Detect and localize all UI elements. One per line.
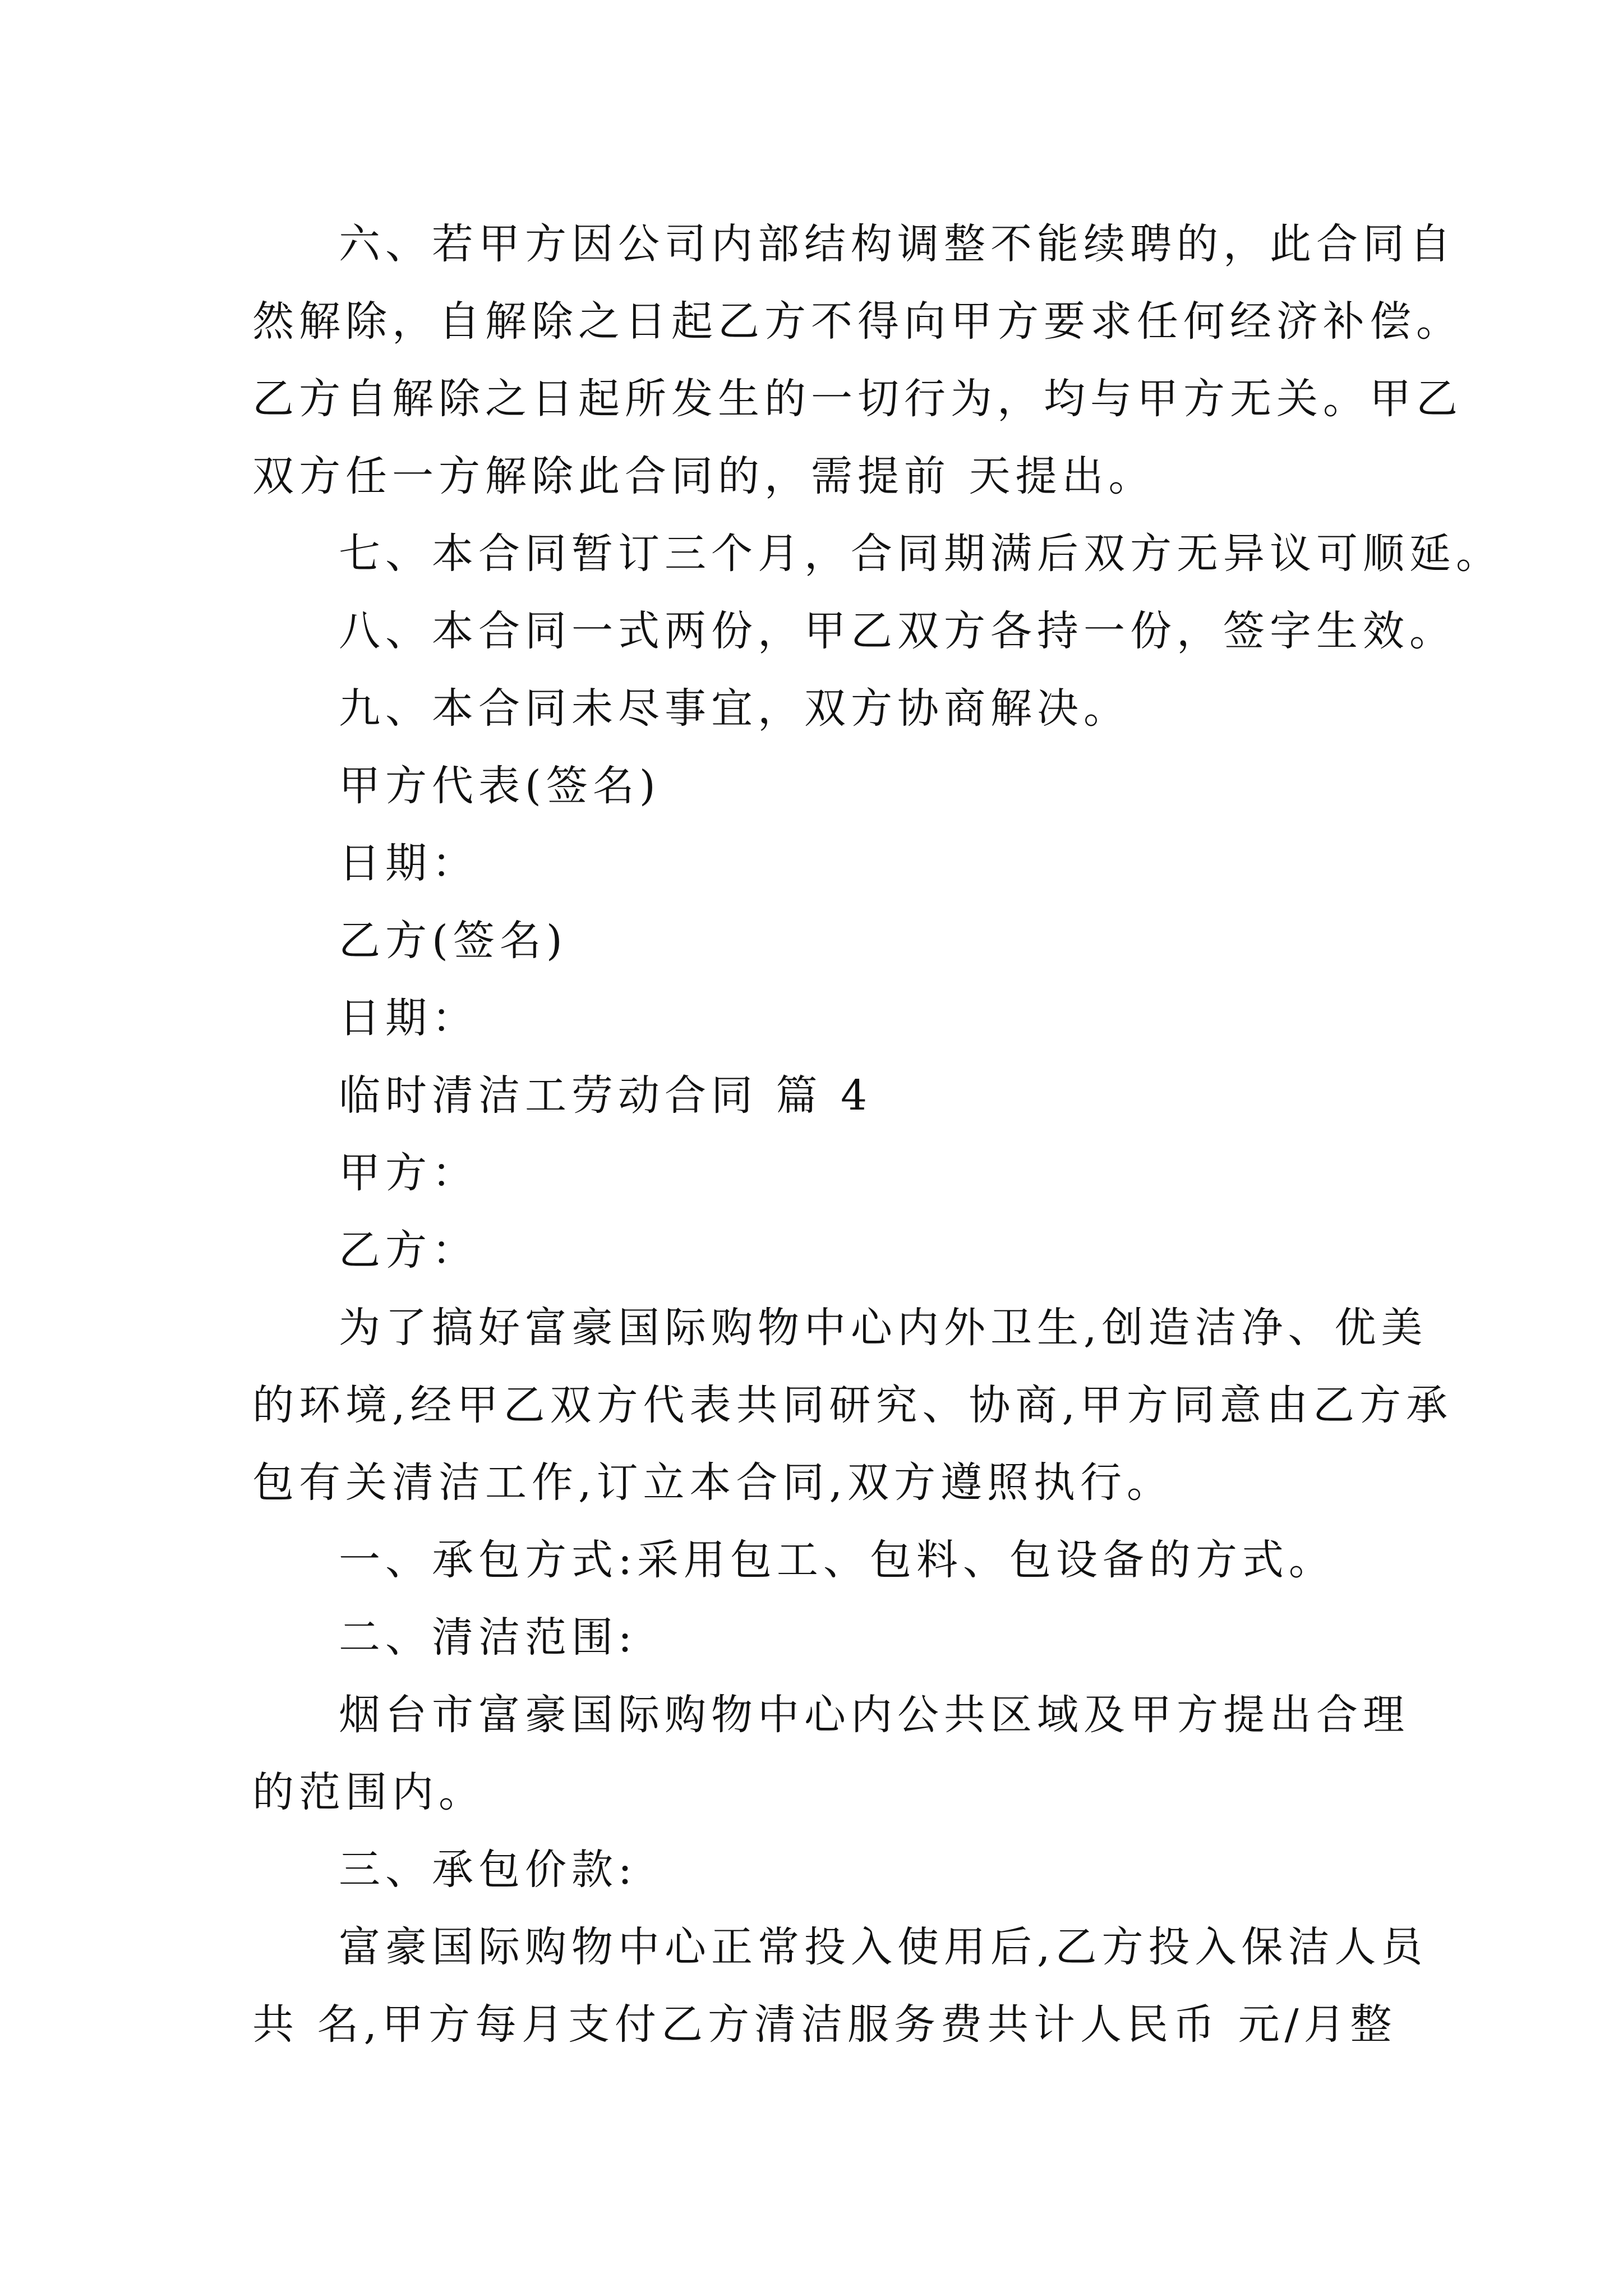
party-a-date-label: 日期：	[339, 839, 478, 887]
section-3-heading: 三、承包价款:	[339, 1846, 637, 1894]
section-3-line-1: 富豪国际购物中心正常投入使用后,乙方投入保洁人员	[339, 1923, 1428, 1971]
clause-6-line-3: 乙方自解除之日起所发生的一切行为，均与甲方无关。甲乙	[252, 375, 1463, 423]
clause-6-line-2: 然解除，自解除之日起乙方不得向甲方要求任何经济补偿。	[252, 297, 1463, 346]
section-2-line-1: 烟台市富豪国际购物中心内公共区域及甲方提出合理	[339, 1691, 1409, 1739]
party-b-label: 乙方：	[339, 1226, 478, 1274]
preamble-line-2: 的环境,经甲乙双方代表共同研究、协商,甲方同意由乙方承	[252, 1381, 1453, 1429]
party-b-signature-label: 乙方(签名)	[339, 917, 568, 965]
section-2-line-2: 的范围内。	[252, 1768, 485, 1816]
clause-6-line-1: 六、若甲方因公司内部结构调整不能续聘的，此合同自	[339, 220, 1456, 268]
preamble-line-3: 包有关清洁工作,订立本合同,双方遵照执行。	[252, 1458, 1174, 1507]
party-a-signature-label: 甲方代表(签名)	[339, 762, 661, 810]
clause-7: 七、本合同暂订三个月，合同期满后双方无异议可顺延。	[339, 530, 1502, 578]
contract-heading: 临时清洁工劳动合同 篇 4	[339, 1071, 873, 1120]
section-1-contract-method: 一、承包方式:采用包工、包料、包设备的方式。	[339, 1536, 1335, 1584]
party-a-label: 甲方：	[339, 1149, 478, 1197]
section-2-heading: 二、清洁范围:	[339, 1613, 637, 1662]
clause-6-line-4: 双方任一方解除此合同的，需提前 天提出。	[252, 452, 1155, 500]
preamble-line-1: 为了搞好富豪国际购物中心内外卫生,创造洁净、优美	[339, 1304, 1428, 1352]
clause-8: 八、本合同一式两份，甲乙双方各持一份，签字生效。	[339, 607, 1456, 655]
clause-9: 九、本合同未尽事宜，双方协商解决。	[339, 684, 1130, 733]
section-3-line-2: 共 名,甲方每月支付乙方清洁服务费共计人民币 元/月整	[252, 2000, 1397, 2049]
party-b-date-label: 日期：	[339, 994, 478, 1042]
